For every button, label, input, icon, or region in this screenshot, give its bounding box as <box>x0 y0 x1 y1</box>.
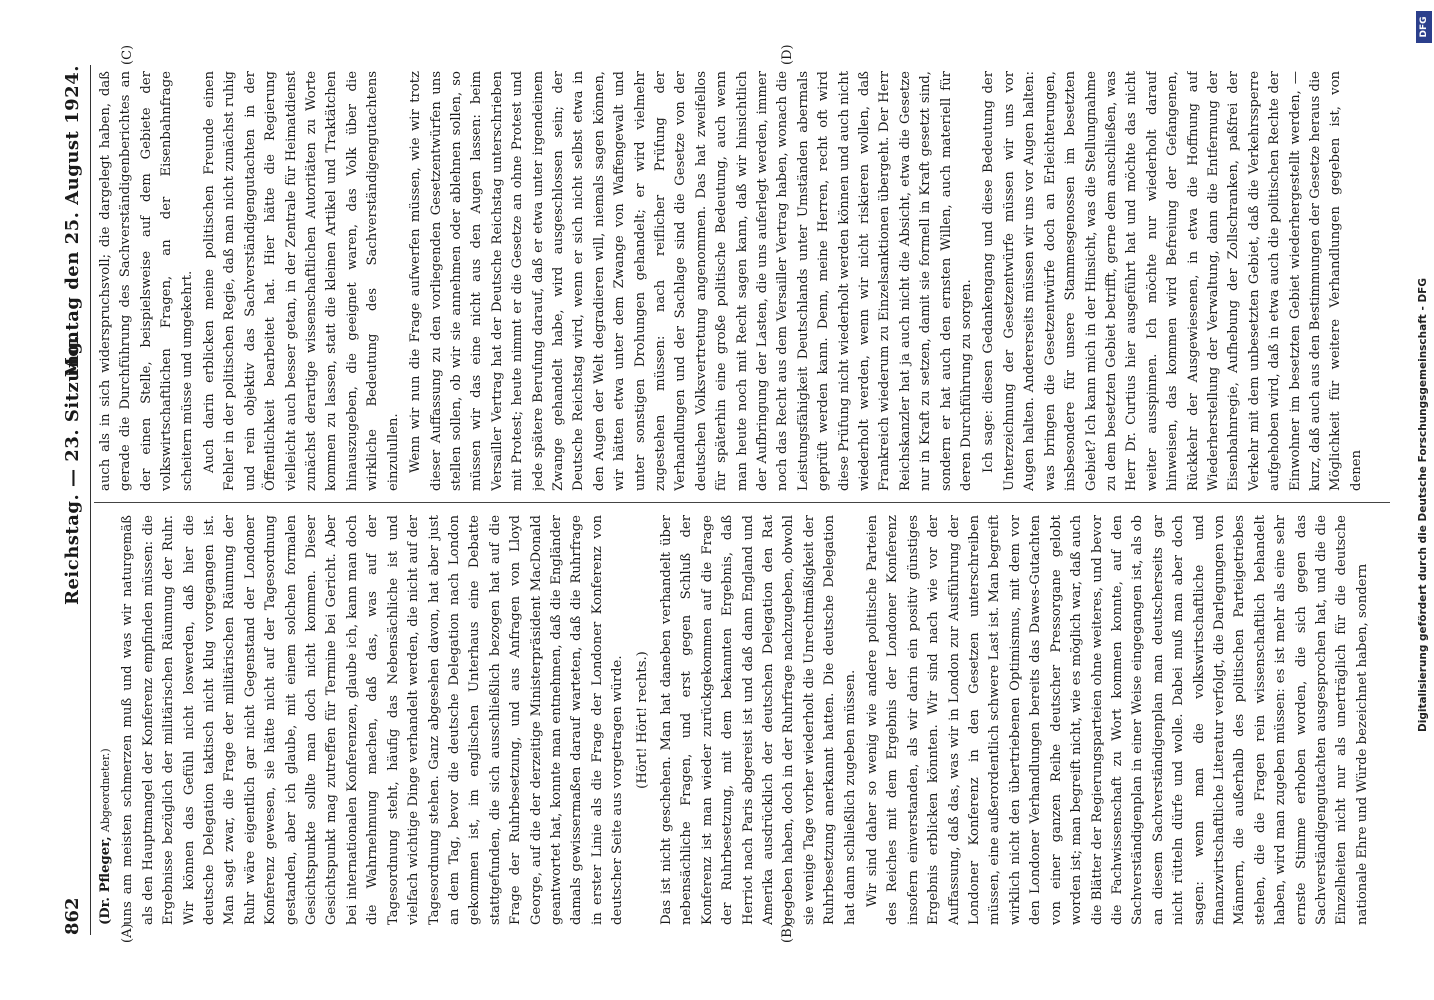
paragraph: Wenn wir nun die Frage aufwerfen müssen, wie wir trotz dieser Auffassung zu den vorliegenden Gesetzentwürfen uns stellen sollen, ob wir sie annehmen oder ablehnen sollen, so müssen wir das eine nicht aus den Augen lassen: beim Versailler Vertrag hat der Deutsche Reichstag unterschrieben mit Protest; heute nimmt er die Gesetze an ohne Protest und jede spätere Berufung darauf, daß er etwa unter irgendeinem Zwange gehandelt habe, wird ausgeschlossen sein; der Deutsche Reichstag wird, wenn er sich nicht selbst etwa in den Augen der Welt degradieren will, niemals sagen können, wir hätten etwa unter dem Zwange von Waffengewalt und unter sonstigen Drohungen gehandelt; er wird vielmehr zugestehen müssen: nach reiflicher Prüfung der Verhandlungen und der Sachlage sind die Gesetze von der deutschen Volksvertretung angenommen. Das hat zweifellos für späterhin eine große politische Bedeutung, auch wenn man heute noch mit Recht sagen kann, daß wir hinsichtlich der Aufbringung der Lasten, die uns auferlegt werden, immer noch das Recht aus dem Versailler Vertrag haben, wonach die Leistungsfähigkeit Deutschlands unter Umständen abermals geprüft werden kann. Denn, meine Herren, recht oft wird diese Prüfung nicht wiederholt werden können und auch nicht wiederholt werden, wenn wir nicht riskieren wollen, daß Frankreich wiederum zu Einzelsanktionen übergeht. Der Herr Reichskanzler hat ja auch nicht die Absicht, etwa die Gesetze nur in Kraft zu setzen, damit sie formell in Kraft gesetzt sind, sondern er hat auch den ernsten Willen, auch materiell für deren Durchführung zu sorgen. <box>408 71 975 491</box>
paragraph: Wir sind daher so wenig wie andere politische Parteien des Reiches mit dem Ergebnis der Londoner Konferenz insofern einverstanden, als wir darin ein positiv günstiges Ergebnis erblicken könnten. Wir sind nach wie vor der Auffassung, daß das, was wir in London zur Ausführung der Londoner Konferenz in den Gesetzen unterschreiben müssen, eine außerordentlich schwere Last ist. Man begreift wirklich nicht den übertriebenen Optimismus, mit dem vor den Londoner Verhandlungen bereits das Dawes-Gutachten von einer ganzen Reihe deutscher Pressorgane gelobt worden ist; man begreift nicht, wie es möglich war, daß auch die Blätter der Regierungsparteien ohne weiteres, und bevor die Fachwissenschaft zu Wort kommen konnte, auf den Sachverständigenplan in einer Weise eingegangen ist, als ob an diesem Sachverständigenplan man deutscherseits gar nicht rütteln dürfe und wolle. Dabei muß man aber doch sagen: wenn man die volkswirtschaftliche und finanzwirtschaftliche Literatur verfolgt, die Darlegungen von Männern, die außerhalb des politischen Parteigetriebes stehen, die die Fragen rein wissenschaftlich behandelt haben, wird man zugeben müssen: es ist mehr als eine sehr ernste Stimme erhoben worden, die sich gegen das Sachverständigengutachten ausgesprochen hat, und die die Einzelheiten nicht nur als unerträglich für die deutsche nationale Ehre und Würde bezeichnet haben, sondern <box>865 515 1370 925</box>
speaker-role: Abgeordneter.) <box>99 748 112 833</box>
page-number: 862 <box>62 897 83 935</box>
dfg-logo: DFG <box>1416 11 1432 43</box>
session-date: Montag den 25. August 1924. <box>62 65 83 378</box>
margin-marker-a: (A) <box>120 923 135 943</box>
session-title: Reichstag. — 23. Sitzung. <box>62 334 83 605</box>
page-header <box>60 65 88 935</box>
interjection: (Hört! Hört! rechts.) <box>634 651 650 789</box>
margin-marker-c: (C) <box>120 44 135 65</box>
left-column <box>96 515 1390 925</box>
paragraph: Das ist nicht geschehen. Man hat daneben verhandelt über nebensächliche Fragen, und erst gegen Schluß der Konferenz ist man wieder zurückgekommen auf die Frage der Ruhrbesetzung, mit dem bekannten Ergebnis, daß Herriot nach Paris abgereist ist und daß dann England und Amerika ausdrücklich der deutschen Delegation den Rat gegeben haben, doch in der Ruhrfrage nachzugeben, obwohl sie wenige Tage vorher wiederholt die Unrechtmäßigkeit der Ruhrbesetzung anerkannt hatten. Die deutsche Delegation hat dann schließlich zugeben müssen. <box>658 515 858 925</box>
paragraph: Ich sage: diesen Gedankengang und diese Bedeutung der Unterzeichnung der Gesetzentwürfe müssen wir uns vor Augen halten. Andererseits müssen wir uns vor Augen halten: was bringen die Gesetzentwürfe doch an Erleichterungen, insbesondere für unsere Stammesgenossen im besetzten Gebiet? Ich kann mich in der Hinsicht, was die Stellungnahme zu dem besetzten Gebiet betrifft, gerne dem anschließen, was Herr Dr. Curtius hier ausgeführt hat und möchte das nicht weiter ausspinnen. Ich möchte nur wiederholt darauf hinweisen, das kommen wird Befreiung der Gefangenen, Rückkehr der Ausgewiesenen, in etwa die Hoffnung auf Wiederherstellung der Verwaltung, dann die Entfernung der Eisenbahnregie, Aufhebung der Zollschranken, paßfrei der Verkehr mit dem unbesetzten Gebiet, daß die Verkehrssperre aufgehoben wird, daß in etwa auch die politischen Rechte der Einwohner im besetzten Gebiet wiederhergestellt werden, — kurz, daß auch aus den Bestimmungen der Gesetze heraus die Möglichkeit für weitere Verhandlungen gegeben ist, von denen <box>981 71 1364 491</box>
margin-marker-b: (B) <box>780 923 795 943</box>
header-rule <box>90 65 91 935</box>
column-divider <box>94 502 1390 503</box>
document-page <box>60 44 1400 945</box>
paragraph: auch als in sich widerspruchsvoll; die dargelegt haben, daß gerade die Durchführung des Sachverständigenberichtes an der einen Stelle, beispielsweise auf dem Gebiete der volkswirtschaftlichen Fragen, an der Eisenbahnfrage scheitern müsse und umgekehrt. <box>98 71 195 491</box>
paragraph: Auch darin erblicken meine politischen Freunde einen Fehler in der politischen Regie, daß man nicht zunächst ruhig und rein objektiv das Sachverständigengutachten in der Öffentlichkeit bearbeitet hat. Hier hätte die Regierung vielleicht auch besser getan, in der Zentrale für Heimatdienst zunächst derartige wissenschaftlichen Autoritäten zu Worte kommen zu lassen, statt die kleinen Artikel und Traktätchen hinauszugeben, die geeignet waren, das Volk über die wirkliche Bedeutung des Sachverständigengutachtens einzulullen. <box>202 71 401 491</box>
speaker-name: (Dr. Pfleger, <box>98 836 113 925</box>
margin-marker-d: (D) <box>780 44 795 65</box>
rotated-page-content <box>60 44 1400 945</box>
digitization-sidebar <box>1413 5 1433 995</box>
digitization-credit: Digitalisierung gefördert durch die Deutsche Forschungsgemeinschaft - DFG <box>1417 278 1429 732</box>
paragraph: uns am meisten schmerzen muß und was wir naturgemäß als den Hauptmangel der Konferenz empfinden müssen: die Ergebnisse bezüglich der militärischen Räumung der Ruhr. Wir können das Gefühl nicht loswerden, daß hier die deutsche Delegation taktisch nicht klug vorgegangen ist. Man sagt zwar, die Frage der militärischen Räumung der Ruhr wäre eigentlich gar nicht Gegenstand der Londoner Konferenz gewesen, sie hätte nicht auf der Tagesordnung gestanden, aber ich glaube, mit einem solchen formalen Gesichtspunkte sollte man doch nicht kommen. Dieser Gesichtspunkt mag zutreffen für Termine bei Gericht. Aber bei internationalen Konferenzen, glaube ich, kann man doch die Wahrnehmung machen, daß das, was auf der Tagesordnung steht, häufig das Nebensächliche ist und vielfach wichtige Dinge verhandelt werden, die nicht auf der Tagesordnung stehen. Ganz abgesehen davon, hat aber just an dem Tag, bevor die deutsche Delegation nach London gekommen ist, im englischen Unterhaus eine Debatte stattgefunden, die sich ausschließlich bezogen hat auf die Frage der Ruhrbesetzung, und aus Anfragen von Lloyd George, auf die der derzeitige Ministerpräsident MacDonald geantwortet hat, konnte man entnehmen, daß die Engländer damals gewissermaßen darauf warteten, daß die Ruhrfrage in erster Linie als die Frage der Londoner Konferenz von deutscher Seite aus vorgetragen würde. <box>120 515 626 925</box>
right-column <box>96 71 1390 491</box>
speaker-line <box>96 515 116 925</box>
